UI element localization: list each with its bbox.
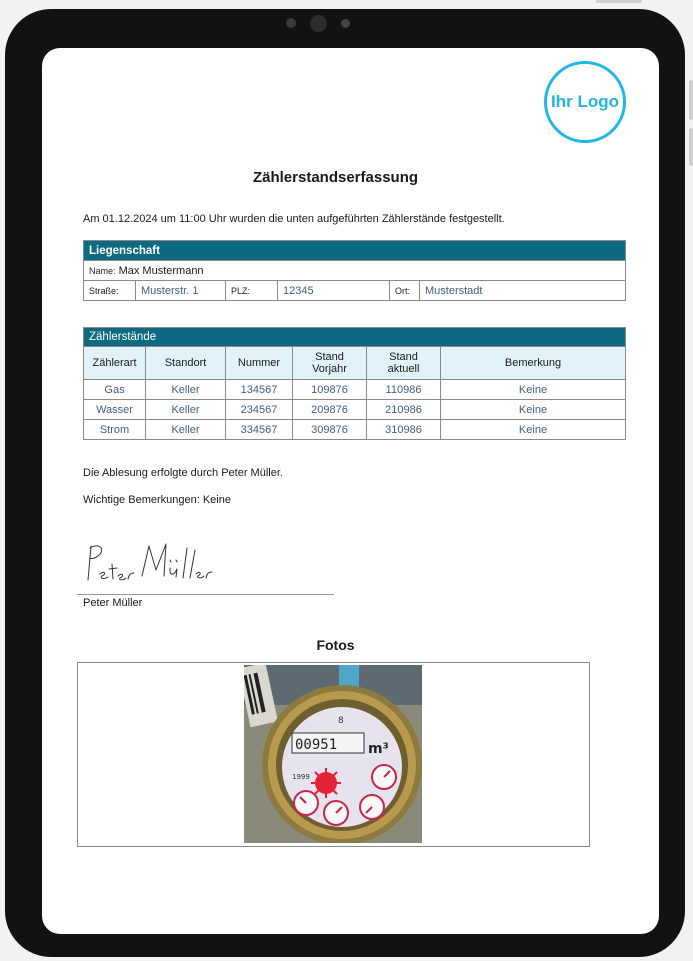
photos-heading: Fotos bbox=[316, 637, 355, 653]
col-curr-line2: aktuell bbox=[387, 363, 420, 375]
col-prev bbox=[293, 347, 367, 380]
meters-header-row bbox=[84, 347, 626, 380]
name-label: Name: bbox=[89, 265, 116, 276]
col-prev-line1: Stand bbox=[315, 351, 344, 363]
city-value: Musterstadt bbox=[420, 281, 626, 301]
meter-unit: m³ bbox=[368, 741, 389, 757]
signature-name: Peter Müller bbox=[83, 597, 143, 609]
col-remark: Bemerkung bbox=[441, 347, 626, 380]
logo-text: Ihr Logo bbox=[551, 92, 619, 111]
row-type: Gas bbox=[84, 380, 146, 400]
reading-by-text: Die Ablesung erfolgte durch Peter Müller. bbox=[83, 467, 283, 479]
row-number: 334567 bbox=[226, 420, 293, 440]
row-location: Keller bbox=[146, 420, 226, 440]
meter-year: 1999 bbox=[292, 773, 310, 781]
intro-text: Am 01.12.2024 um 11:00 Uhr wurden die unten aufgeführten Zählerstände festgestellt. bbox=[83, 213, 505, 225]
row-prev: 309876 bbox=[293, 420, 367, 440]
row-location: Keller bbox=[146, 380, 226, 400]
col-curr-line1: Stand bbox=[389, 351, 418, 363]
photo-frame bbox=[77, 662, 590, 847]
street-value: Musterstr. 1 bbox=[136, 281, 226, 301]
row-curr: 210986 bbox=[367, 400, 441, 420]
row-prev: 109876 bbox=[293, 380, 367, 400]
property-table bbox=[83, 240, 626, 301]
property-heading: Liegenschaft bbox=[84, 241, 626, 261]
col-number: Nummer bbox=[226, 347, 293, 380]
sensor-dot bbox=[286, 18, 296, 28]
table-row bbox=[84, 420, 626, 440]
row-type: Strom bbox=[84, 420, 146, 440]
zip-value: 12345 bbox=[278, 281, 390, 301]
table-row bbox=[84, 400, 626, 420]
row-curr: 310986 bbox=[367, 420, 441, 440]
device-volume-down-button bbox=[689, 128, 693, 166]
row-number: 134567 bbox=[226, 380, 293, 400]
meters-heading: Zählerstände bbox=[84, 328, 626, 347]
meter-brand-digit: 8 bbox=[338, 716, 344, 726]
handwritten-signature bbox=[80, 536, 240, 592]
row-number: 234567 bbox=[226, 400, 293, 420]
street-label: Straße: bbox=[84, 281, 136, 301]
table-row bbox=[84, 380, 626, 400]
meter-dial-digits: 00951 bbox=[295, 737, 338, 753]
remarks-text: Wichtige Bemerkungen: Keine bbox=[83, 494, 231, 506]
document-title: Zählerstandserfassung bbox=[252, 169, 419, 186]
company-logo bbox=[544, 61, 626, 143]
zip-label: PLZ: bbox=[226, 281, 278, 301]
device-volume-up-button bbox=[689, 80, 693, 120]
col-prev-line2: Vorjahr bbox=[312, 363, 347, 375]
name-row bbox=[84, 261, 626, 281]
device-top-button bbox=[596, 0, 642, 3]
document-screen bbox=[42, 48, 659, 934]
meter-readings-table bbox=[83, 327, 626, 440]
col-type: Zählerart bbox=[84, 347, 146, 380]
front-camera bbox=[310, 15, 327, 32]
row-remark: Keine bbox=[441, 420, 626, 440]
row-curr: 110986 bbox=[367, 380, 441, 400]
signature-line bbox=[77, 594, 334, 595]
camera-flash bbox=[341, 19, 350, 28]
col-location: Standort bbox=[146, 347, 226, 380]
water-meter-photo bbox=[244, 665, 422, 843]
col-curr bbox=[367, 347, 441, 380]
city-label: Ort: bbox=[390, 281, 420, 301]
row-remark: Keine bbox=[441, 380, 626, 400]
row-prev: 209876 bbox=[293, 400, 367, 420]
row-location: Keller bbox=[146, 400, 226, 420]
tablet-frame bbox=[5, 9, 685, 957]
row-type: Wasser bbox=[84, 400, 146, 420]
name-value: Max Mustermann bbox=[118, 264, 204, 277]
row-remark: Keine bbox=[441, 400, 626, 420]
